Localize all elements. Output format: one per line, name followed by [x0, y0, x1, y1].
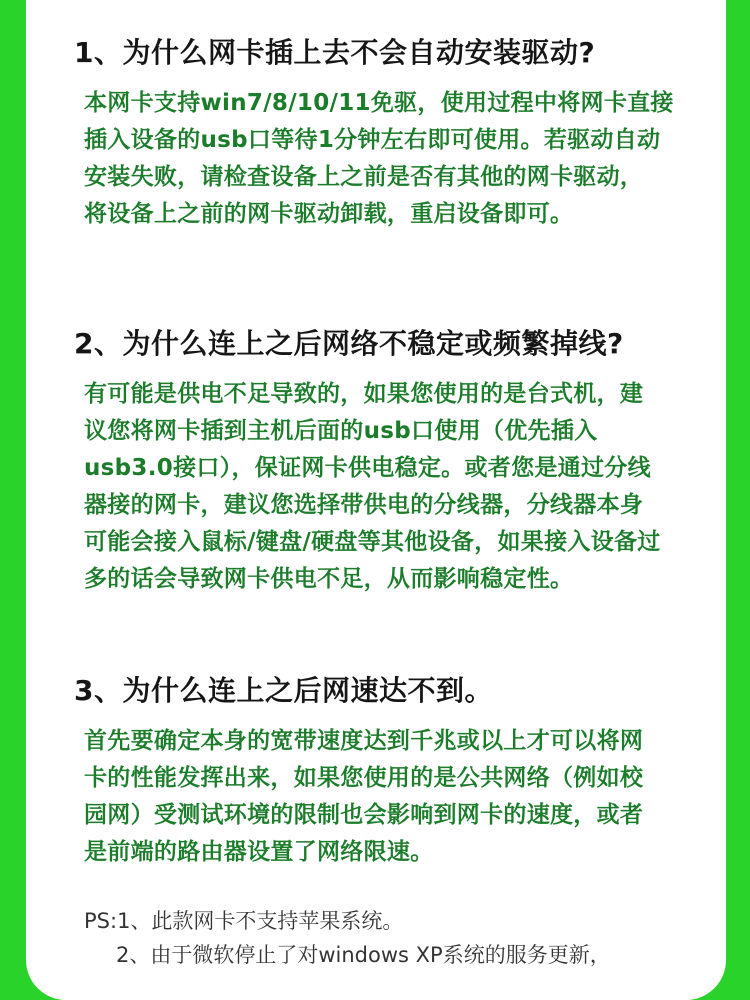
answer-line: 本网卡支持win7/8/10/11免驱，使用过程中将网卡直接	[84, 90, 674, 116]
faq-question-2: 2、为什么连上之后网络不稳定或频繁掉线?	[74, 327, 624, 360]
faq-question-1: 1、为什么网卡插上去不会自动安装驱动?	[74, 36, 596, 69]
faq-answer-3	[84, 723, 704, 871]
ps-line-1: PS:1、此款网卡不支持苹果系统。	[84, 909, 404, 933]
answer-line: 首先要确定本身的宽带速度达到千兆或以上才可以将网	[84, 728, 644, 754]
ps-note	[84, 904, 611, 972]
answer-line: 可能会接入鼠标/键盘/硬盘等其他设备，如果接入设备过	[84, 529, 661, 555]
answer-line: 是前端的路由器设置了网络限速。	[84, 839, 434, 865]
faq-answer-2	[84, 376, 704, 598]
content-card	[26, 0, 726, 1000]
answer-line: 安装失败，请检查设备上之前是否有其他的网卡驱动，	[84, 164, 644, 190]
answer-line: 议您将网卡插到主机后面的usb口使用（优先插入	[84, 418, 598, 444]
faq-question-3: 3、为什么连上之后网速达不到。	[74, 674, 493, 707]
ps-line-2: 2、由于微软停止了对windows XP系统的服务更新，	[116, 943, 611, 967]
answer-line: usb3.0接口），保证网卡供电稳定。或者您是通过分线	[84, 455, 651, 481]
answer-line: 园网）受测试环境的限制也会影响到网卡的速度，或者	[84, 802, 644, 828]
answer-line: 将设备上之前的网卡驱动卸载，重启设备即可。	[84, 201, 574, 227]
answer-line: 多的话会导致网卡供电不足，从而影响稳定性。	[84, 566, 574, 592]
answer-line: 器接的网卡，建议您选择带供电的分线器，分线器本身	[84, 492, 644, 518]
faq-answer-1	[84, 85, 704, 233]
answer-line: 有可能是供电不足导致的，如果您使用的是台式机，建	[84, 381, 644, 407]
answer-line: 插入设备的usb口等待1分钟左右即可使用。若驱动自动	[84, 127, 661, 153]
answer-line: 卡的性能发挥出来，如果您使用的是公共网络（例如校	[84, 765, 644, 791]
